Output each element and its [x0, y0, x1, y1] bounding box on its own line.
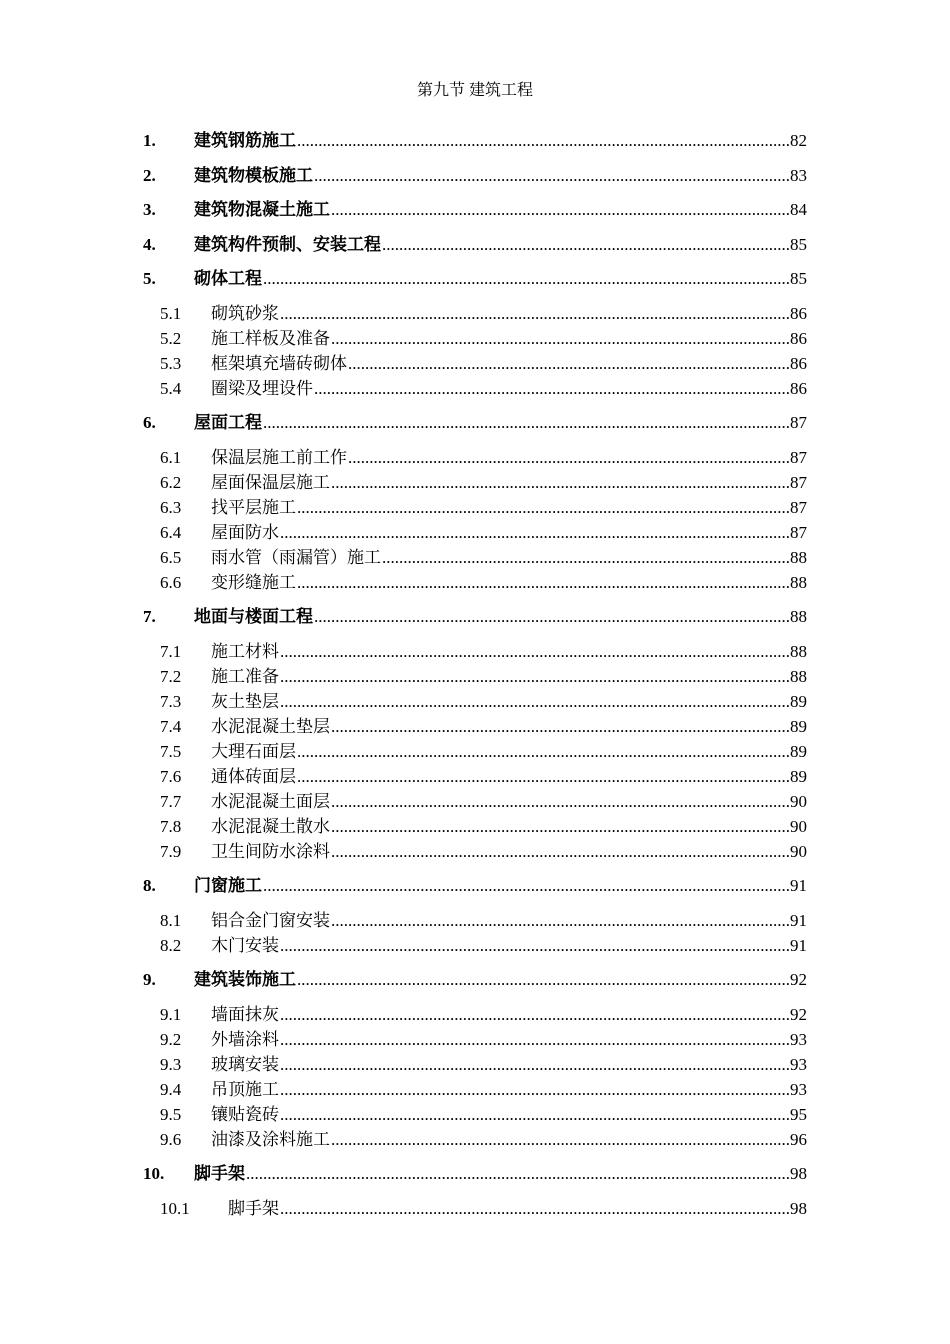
toc-subentry[interactable]	[143, 839, 807, 864]
dot-leader	[263, 266, 789, 291]
dot-leader	[280, 1027, 789, 1052]
toc-subentry-page: 98	[790, 1198, 807, 1218]
toc-subentry-number: 8.2	[160, 935, 182, 955]
toc-subentry-label: 大理石面层	[211, 741, 296, 761]
dot-leader	[280, 1196, 789, 1221]
toc-subentry-label: 油漆及涂料施工	[211, 1129, 330, 1149]
toc-entry-page: 82	[790, 131, 807, 150]
toc-entry-label: 地面与楼面工程	[194, 607, 313, 626]
toc-subentry[interactable]	[143, 495, 807, 520]
dot-leader	[382, 545, 789, 570]
toc-subentry[interactable]	[143, 789, 807, 814]
toc-subentry-label: 屋面保温层施工	[211, 472, 330, 492]
toc-entry[interactable]	[143, 163, 807, 188]
toc-entry-number: 7.	[143, 607, 156, 626]
toc-entry[interactable]	[143, 197, 807, 222]
toc-subentry-label: 玻璃安装	[211, 1054, 279, 1074]
toc-subentry-page: 90	[790, 791, 807, 811]
toc-subentry[interactable]	[143, 520, 807, 545]
dot-leader	[331, 197, 789, 222]
toc-subentry-page: 95	[790, 1104, 807, 1124]
toc-subentry-label: 砌筑砂浆	[211, 303, 279, 323]
section-title: 第九节 建筑工程	[416, 82, 533, 99]
toc-subentry-label: 水泥混凝土面层	[211, 791, 330, 811]
toc-entry-page: 88	[790, 607, 807, 626]
toc-entry[interactable]	[143, 604, 807, 629]
toc-subentry-page: 88	[790, 572, 807, 592]
dot-leader	[314, 604, 789, 629]
dot-leader	[331, 714, 789, 739]
toc-subentry[interactable]	[143, 1102, 807, 1127]
toc-subentry-label: 木门安装	[211, 935, 279, 955]
toc-subentry-label: 墙面抹灰	[211, 1004, 279, 1024]
toc-subentry[interactable]	[143, 1027, 807, 1052]
toc-subentry-number: 6.3	[160, 497, 182, 517]
dot-leader	[331, 908, 789, 933]
toc-subentry[interactable]	[143, 470, 807, 495]
toc-subentry-page: 86	[790, 328, 807, 348]
toc-subentry-number: 7.9	[160, 841, 182, 861]
toc-subentry-page: 87	[790, 447, 807, 467]
toc-subentry-label: 通体砖面层	[211, 766, 296, 786]
toc-subentry[interactable]	[143, 326, 807, 351]
toc-entry-page: 85	[790, 269, 807, 288]
toc-subentry-page: 88	[790, 547, 807, 567]
toc-subentry[interactable]	[143, 376, 807, 401]
dot-leader	[297, 495, 789, 520]
toc-subentry-label: 镶贴瓷砖	[211, 1104, 279, 1124]
toc-subentry-label: 卫生间防水涂料	[211, 841, 330, 861]
dot-leader	[280, 1052, 789, 1077]
dot-leader	[280, 933, 789, 958]
toc-subentry[interactable]	[143, 714, 807, 739]
dot-leader	[297, 570, 789, 595]
toc-subentry-number: 9.1	[160, 1004, 182, 1024]
toc-subentry-label: 灰土垫层	[211, 691, 279, 711]
toc-entry-label: 砌体工程	[194, 269, 262, 288]
toc-subentry-page: 90	[790, 841, 807, 861]
dot-leader	[263, 873, 789, 898]
toc-entry-page: 87	[790, 413, 807, 432]
toc-subentry-label: 保温层施工前工作	[211, 447, 347, 467]
toc-subentry-number: 6.6	[160, 572, 182, 592]
toc-subentry-page: 93	[790, 1079, 807, 1099]
dot-leader	[297, 764, 789, 789]
dot-leader	[297, 128, 789, 153]
toc-entry-page: 85	[790, 234, 807, 254]
toc-subentry-number: 7.6	[160, 766, 182, 786]
toc-subentry-page: 91	[790, 935, 807, 955]
toc-subentry[interactable]	[143, 351, 807, 376]
toc-subentry-page: 89	[790, 716, 807, 736]
dot-leader	[280, 664, 789, 689]
toc-subentry-label: 找平层施工	[211, 497, 296, 517]
toc-subentry-page: 88	[790, 641, 807, 661]
toc-subentry[interactable]	[143, 545, 807, 570]
toc-subentry-number: 6.1	[160, 447, 182, 467]
dot-leader	[331, 470, 789, 495]
toc-subentry-page: 89	[790, 691, 807, 711]
toc-subentry-number: 8.1	[160, 910, 182, 930]
toc-subentry[interactable]	[143, 908, 807, 933]
toc-subentry-label: 水泥混凝土散水	[211, 816, 330, 836]
dot-leader	[331, 839, 789, 864]
toc-entry[interactable]	[143, 232, 807, 257]
toc-subentry-label: 施工样板及准备	[211, 328, 330, 348]
toc-subentry-page: 89	[790, 766, 807, 786]
dot-leader	[280, 689, 789, 714]
toc-subentry-label: 吊顶施工	[211, 1079, 279, 1099]
toc-subentry-page: 88	[790, 666, 807, 686]
toc-subentry[interactable]	[143, 664, 807, 689]
toc-entry-label: 屋面工程	[194, 413, 262, 432]
dot-leader	[280, 1002, 789, 1027]
toc-subentry-page: 86	[790, 303, 807, 323]
toc-entry-label: 门窗施工	[194, 876, 262, 895]
toc-subentry[interactable]	[143, 814, 807, 839]
toc-entry[interactable]	[143, 410, 807, 435]
toc-subentry-label: 雨水管（雨漏管）施工	[211, 547, 381, 567]
toc-subentry[interactable]	[143, 689, 807, 714]
dot-leader	[297, 967, 789, 992]
toc-subentry[interactable]	[143, 1077, 807, 1102]
dot-leader	[331, 1127, 789, 1152]
toc-entry-label: 建筑钢筋施工	[194, 131, 296, 150]
toc-subentry[interactable]	[143, 1127, 807, 1152]
toc-subentry-page: 87	[790, 472, 807, 492]
toc-subentry[interactable]	[143, 1196, 807, 1221]
toc-subentry[interactable]	[143, 445, 807, 470]
toc-subentry[interactable]	[143, 639, 807, 664]
dot-leader	[297, 739, 789, 764]
toc-subentry-number: 5.3	[160, 353, 182, 373]
toc-subentry-label: 圈梁及埋设件	[211, 378, 313, 398]
toc-entry[interactable]	[143, 1161, 807, 1186]
toc-entry[interactable]	[143, 967, 807, 992]
toc-entry-page: 98	[790, 1164, 807, 1183]
toc-subentry-label: 铝合金门窗安装	[211, 910, 330, 930]
toc-subentry-number: 7.7	[160, 791, 182, 811]
toc-subentry-number: 6.4	[160, 522, 182, 542]
dot-leader	[280, 520, 789, 545]
toc-subentry-number: 9.2	[160, 1029, 182, 1049]
toc-entry-number: 6.	[143, 413, 156, 432]
toc-entry-number: 5.	[143, 269, 156, 288]
toc-subentry-number: 5.2	[160, 328, 182, 348]
toc-subentry[interactable]	[143, 933, 807, 958]
toc-subentry-page: 93	[790, 1054, 807, 1074]
toc-subentry-label: 施工准备	[211, 666, 279, 686]
toc-subentry-label: 水泥混凝土垫层	[211, 716, 330, 736]
dot-leader	[314, 376, 789, 401]
dot-leader	[280, 301, 789, 326]
toc-subentry-label: 外墙涂料	[211, 1029, 279, 1049]
toc-subentry[interactable]	[143, 1052, 807, 1077]
toc-subentry[interactable]	[143, 764, 807, 789]
toc-subentry[interactable]	[143, 301, 807, 326]
dot-leader	[263, 410, 789, 435]
dot-leader	[331, 789, 789, 814]
toc-subentry-number: 10.1	[160, 1198, 190, 1218]
toc-subentry-label: 脚手架	[228, 1198, 279, 1218]
toc-subentry-number: 7.1	[160, 641, 182, 661]
dot-leader	[331, 814, 789, 839]
dot-leader	[314, 163, 789, 188]
table-of-contents	[143, 128, 807, 1221]
toc-subentry-label: 变形缝施工	[211, 572, 296, 592]
dot-leader	[348, 445, 789, 470]
toc-entry-label: 建筑装饰施工	[194, 970, 296, 989]
toc-subentry-page: 86	[790, 353, 807, 373]
toc-subentry-number: 7.4	[160, 716, 182, 736]
toc-entry[interactable]	[143, 128, 807, 153]
toc-entry-label: 建筑物模板施工	[194, 165, 313, 185]
toc-subentry-number: 6.2	[160, 472, 182, 492]
toc-entry-number: 9.	[143, 970, 156, 989]
toc-subentry-number: 5.4	[160, 378, 182, 398]
toc-entry-number: 4.	[143, 234, 156, 254]
toc-entry-number: 8.	[143, 876, 156, 895]
dot-leader	[280, 639, 789, 664]
toc-subentry-number: 5.1	[160, 303, 182, 323]
toc-entry-label: 脚手架	[194, 1164, 245, 1183]
toc-subentry-page: 87	[790, 497, 807, 517]
toc-subentry-number: 6.5	[160, 547, 182, 567]
toc-subentry-page: 91	[790, 910, 807, 930]
toc-subentry[interactable]	[143, 570, 807, 595]
dot-leader	[246, 1161, 789, 1186]
toc-entry[interactable]	[143, 266, 807, 291]
toc-subentry-page: 92	[790, 1004, 807, 1024]
toc-subentry[interactable]	[143, 1002, 807, 1027]
toc-subentry-page: 90	[790, 816, 807, 836]
dot-leader	[280, 1077, 789, 1102]
toc-entry-page: 84	[790, 200, 807, 219]
toc-subentry-number: 7.2	[160, 666, 182, 686]
toc-subentry-number: 7.5	[160, 741, 182, 761]
toc-subentry-page: 86	[790, 378, 807, 398]
dot-leader	[382, 232, 789, 257]
toc-entry[interactable]	[143, 873, 807, 898]
toc-subentry-number: 9.4	[160, 1079, 182, 1099]
dot-leader	[348, 351, 789, 376]
toc-subentry-label: 屋面防水	[211, 522, 279, 542]
toc-subentry-page: 93	[790, 1029, 807, 1049]
toc-subentry-page: 96	[790, 1129, 807, 1149]
toc-subentry-number: 9.5	[160, 1104, 182, 1124]
toc-entry-page: 83	[790, 165, 807, 185]
toc-entry-number: 1.	[143, 131, 156, 150]
toc-subentry-label: 施工材料	[211, 641, 279, 661]
toc-entry-page: 91	[790, 876, 807, 895]
toc-subentry-page: 89	[790, 741, 807, 761]
toc-entry-number: 10.	[143, 1164, 165, 1183]
dot-leader	[280, 1102, 789, 1127]
toc-subentry-page: 87	[790, 522, 807, 542]
toc-subentry-number: 7.8	[160, 816, 182, 836]
toc-entry-page: 92	[790, 970, 807, 989]
dot-leader	[331, 326, 789, 351]
toc-entry-number: 2.	[143, 165, 156, 185]
toc-subentry-label: 框架填充墙砖砌体	[211, 353, 347, 373]
toc-subentry-number: 9.3	[160, 1054, 182, 1074]
toc-subentry-number: 9.6	[160, 1129, 182, 1149]
toc-subentry[interactable]	[143, 739, 807, 764]
toc-entry-number: 3.	[143, 200, 156, 219]
toc-entry-label: 建筑物混凝土施工	[194, 200, 330, 219]
toc-subentry-number: 7.3	[160, 691, 182, 711]
toc-entry-label: 建筑构件预制、安装工程	[194, 234, 381, 254]
